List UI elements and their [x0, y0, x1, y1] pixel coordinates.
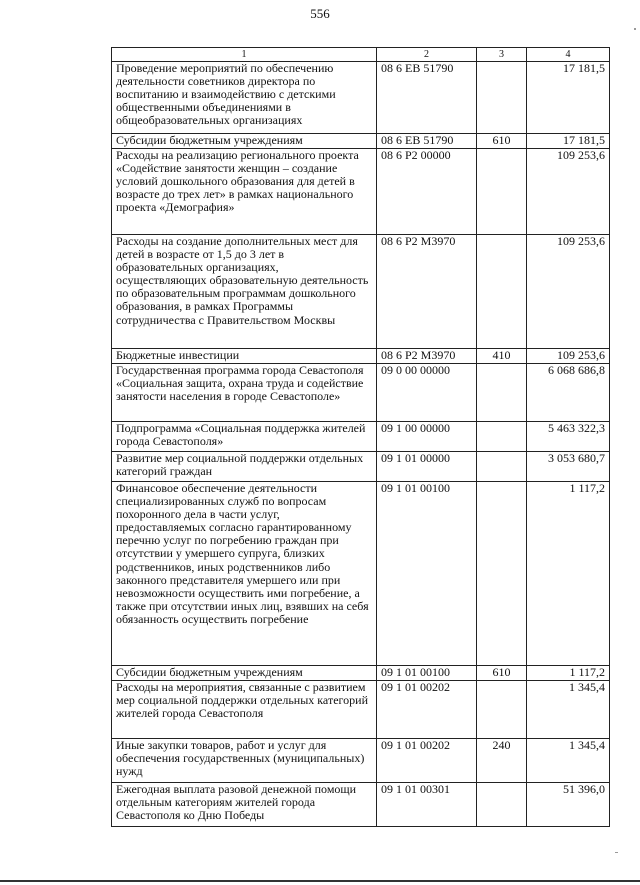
item-name: Субсидии бюджетным учреждениям	[112, 666, 377, 681]
item-name: Проведение мероприятий по обеспечению деятельности советников директора по воспитанию и взаимодействию с детскими общественными объединениями в общеобразовательных организациях	[112, 62, 377, 134]
table-row	[112, 482, 610, 666]
table-row	[112, 681, 610, 739]
amount: 1 117,2	[527, 482, 610, 666]
target-code: 09 1 01 00000	[377, 452, 477, 482]
amount: 5 463 322,3	[527, 422, 610, 452]
amount: 109 253,6	[527, 349, 610, 364]
expense-type: 610	[477, 134, 527, 149]
expense-type: 240	[477, 739, 527, 783]
expense-type	[477, 235, 527, 349]
table-row	[112, 235, 610, 349]
table-row	[112, 349, 610, 364]
table-row	[112, 62, 610, 134]
amount: 109 253,6	[527, 149, 610, 235]
header-cell: 4	[527, 48, 610, 62]
target-code: 08 6 Р2 М3970	[377, 235, 477, 349]
table-row	[112, 134, 610, 149]
expense-type	[477, 149, 527, 235]
item-name: Расходы на мероприятия, связанные с развитием мер социальной поддержки отдельных категорий жителей города Севастополя	[112, 681, 377, 739]
amount: 109 253,6	[527, 235, 610, 349]
table-row	[112, 452, 610, 482]
table-row	[112, 739, 610, 783]
table-row	[112, 422, 610, 452]
expense-type	[477, 422, 527, 452]
amount: 51 396,0	[527, 783, 610, 827]
item-name: Финансовое обеспечение деятельности специализированных служб по вопросам похоронного дела в части услуг, предоставляемых согласно гарантированному перечню услуг по погребению граждан при отсутствии у умершего супруга, близких родственников, иных родственников либо законного представителя умершего или при невозможности осуществить ими погребение, а также при отсутствии иных лиц, взявших на себя обязанность осуществить погребение	[112, 482, 377, 666]
item-name: Государственная программа города Севастополя «Социальная защита, охрана труда и содействие занятости населения в городе Севастополе»	[112, 364, 377, 422]
expense-type	[477, 482, 527, 666]
target-code: 09 1 01 00100	[377, 666, 477, 681]
expense-type: 410	[477, 349, 527, 364]
target-code: 08 6 ЕВ 51790	[377, 134, 477, 149]
amount: 1 345,4	[527, 739, 610, 783]
amount: 1 345,4	[527, 681, 610, 739]
target-code: 08 6 ЕВ 51790	[377, 62, 477, 134]
expense-type	[477, 62, 527, 134]
header-cell: 2	[377, 48, 477, 62]
expense-type	[477, 452, 527, 482]
expense-type	[477, 681, 527, 739]
scan-speck	[615, 852, 618, 853]
amount: 17 181,5	[527, 62, 610, 134]
budget-table	[111, 47, 610, 827]
target-code: 09 1 01 00202	[377, 739, 477, 783]
expense-type: 610	[477, 666, 527, 681]
amount: 6 068 686,8	[527, 364, 610, 422]
scan-edge-line	[0, 880, 640, 882]
item-name: Расходы на создание дополнительных мест для детей в возрасте от 1,5 до 3 лет в образовательных организациях, осуществляющих образовательную деятельность по образовательным программам дошкольного образования, в рамках Программы сотрудничества с Правительством Москвы	[112, 235, 377, 349]
header-cell: 1	[112, 48, 377, 62]
table-row	[112, 666, 610, 681]
header-cell: 3	[477, 48, 527, 62]
table-row	[112, 364, 610, 422]
amount: 3 053 680,7	[527, 452, 610, 482]
item-name: Иные закупки товаров, работ и услуг для обеспечения государственных (муниципальных) нужд	[112, 739, 377, 783]
item-name: Подпрограмма «Социальная поддержка жителей города Севастополя»	[112, 422, 377, 452]
expense-type	[477, 364, 527, 422]
header-row	[112, 48, 610, 62]
target-code: 08 6 Р2 М3970	[377, 349, 477, 364]
table-row	[112, 783, 610, 827]
target-code: 08 6 Р2 00000	[377, 149, 477, 235]
expense-type	[477, 783, 527, 827]
target-code: 09 1 01 00202	[377, 681, 477, 739]
item-name: Расходы на реализацию регионального проекта «Содействие занятости женщин – создание условий дошкольного образования для детей в возрасте до трех лет» в рамках национального проекта «Демография»	[112, 149, 377, 235]
scan-speck	[634, 28, 636, 30]
table-row	[112, 149, 610, 235]
target-code: 09 0 00 00000	[377, 364, 477, 422]
target-code: 09 1 00 00000	[377, 422, 477, 452]
amount: 17 181,5	[527, 134, 610, 149]
target-code: 09 1 01 00301	[377, 783, 477, 827]
item-name: Субсидии бюджетным учреждениям	[112, 134, 377, 149]
amount: 1 117,2	[527, 666, 610, 681]
item-name: Развитие мер социальной поддержки отдельных категорий граждан	[112, 452, 377, 482]
item-name: Бюджетные инвестиции	[112, 349, 377, 364]
page-number: 556	[310, 6, 330, 21]
item-name: Ежегодная выплата разовой денежной помощи отдельным категориям жителей города Севастополя ко Дню Победы	[112, 783, 377, 827]
target-code: 09 1 01 00100	[377, 482, 477, 666]
